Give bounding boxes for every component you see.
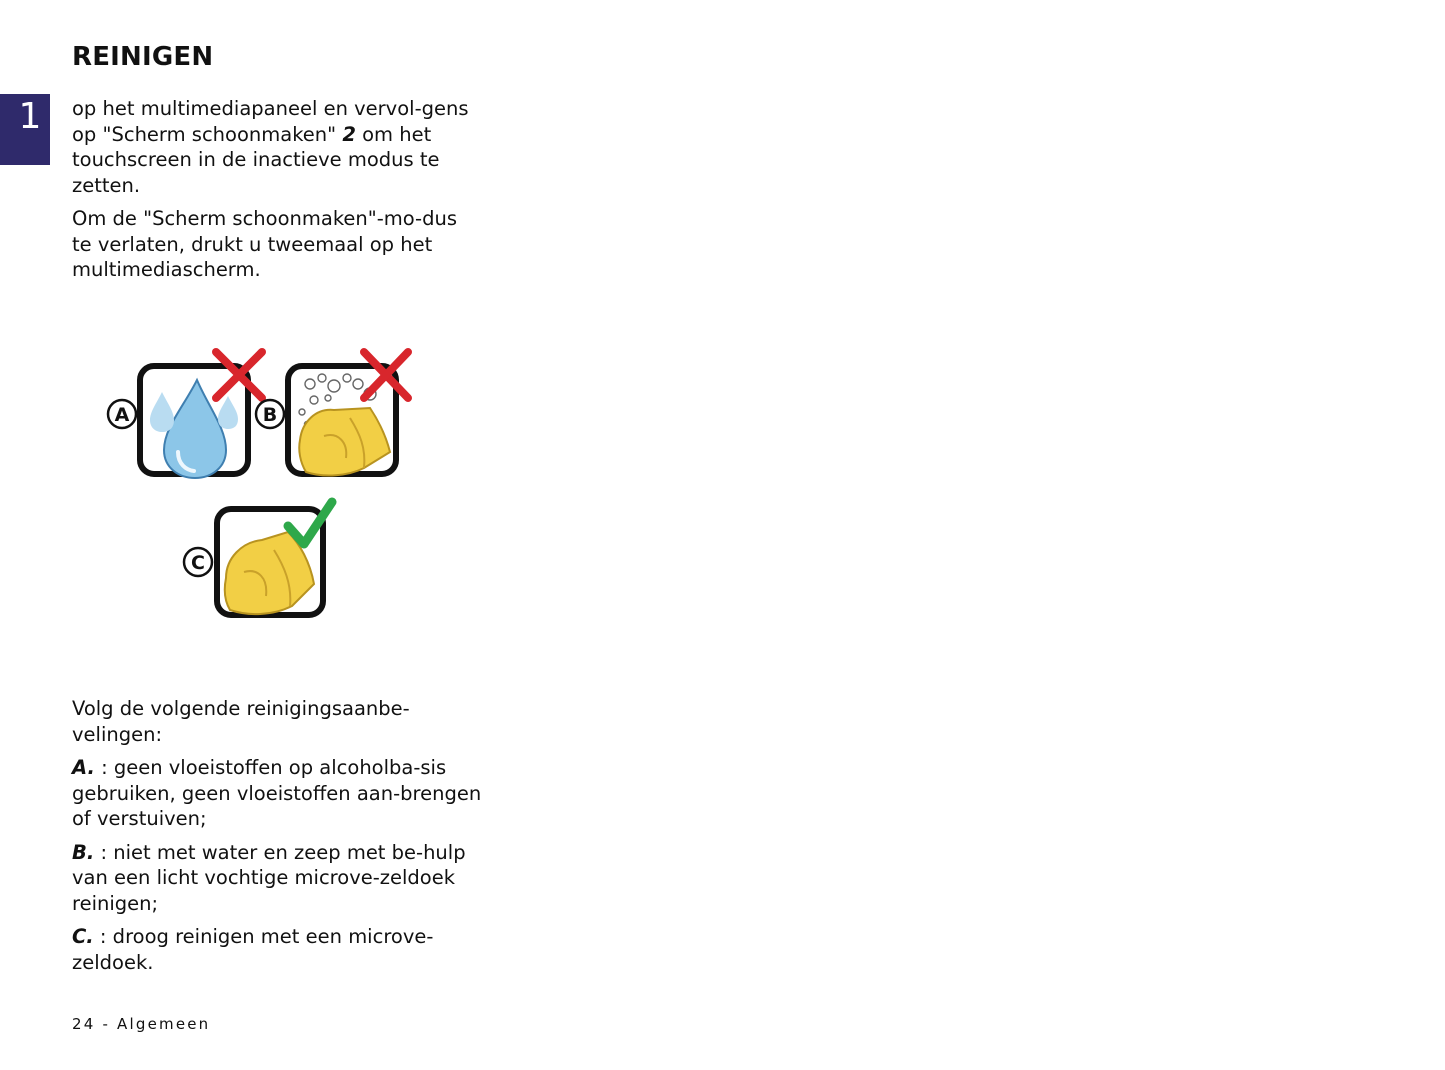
recommendation-c [72,924,482,975]
intro-text-part-2: om het touchscreen in de inactieve modus te zetten. [72,122,440,197]
panel-a-label: A [114,404,130,426]
recommendation-b [72,840,482,917]
recommendation-c-text: : droog reinigen met een microve-zeldoek. [72,925,434,974]
intro-paragraph-2: Om de "Scherm schoonmaken"-mo-dus te verlaten, drukt u tweemaal op het multimediascherm. [72,207,457,281]
recommendation-a [72,755,482,832]
intro-text [72,96,482,291]
recommendation-a-ref: A. [72,756,95,779]
callout-number: 2 [342,122,356,146]
page-footer: 24 - Algemeen [72,1015,211,1033]
cleaning-illustration [102,344,418,634]
panel-c [184,502,332,615]
panel-b [256,352,408,475]
intro-paragraph-1 [72,96,482,198]
panel-b-label: B [262,404,278,426]
recommendation-b-text: : niet met water en zeep met be-hulp van een licht vochtige microve-zeldoek reinigen; [72,840,466,915]
recommendations-intro: Volg de volgende reinigingsaanbe-velingen: [72,697,410,746]
recommendations [72,696,482,983]
recommendation-b-ref: B. [72,840,95,864]
chapter-tab: 1 [0,94,50,165]
recommendation-c-ref: C. [72,925,94,948]
page-title: REINIGEN [72,42,214,72]
recommendation-a-text: : geen vloeistoffen op alcoholba-sis gebruiken, geen vloeistoffen aan-brengen of verstuiven; [72,756,482,830]
intro-text-part-1: op het multimediapaneel en vervol-gens op "Scherm schoonmaken" [72,97,469,146]
panel-c-label: C [191,552,205,574]
panel-a [108,352,262,478]
